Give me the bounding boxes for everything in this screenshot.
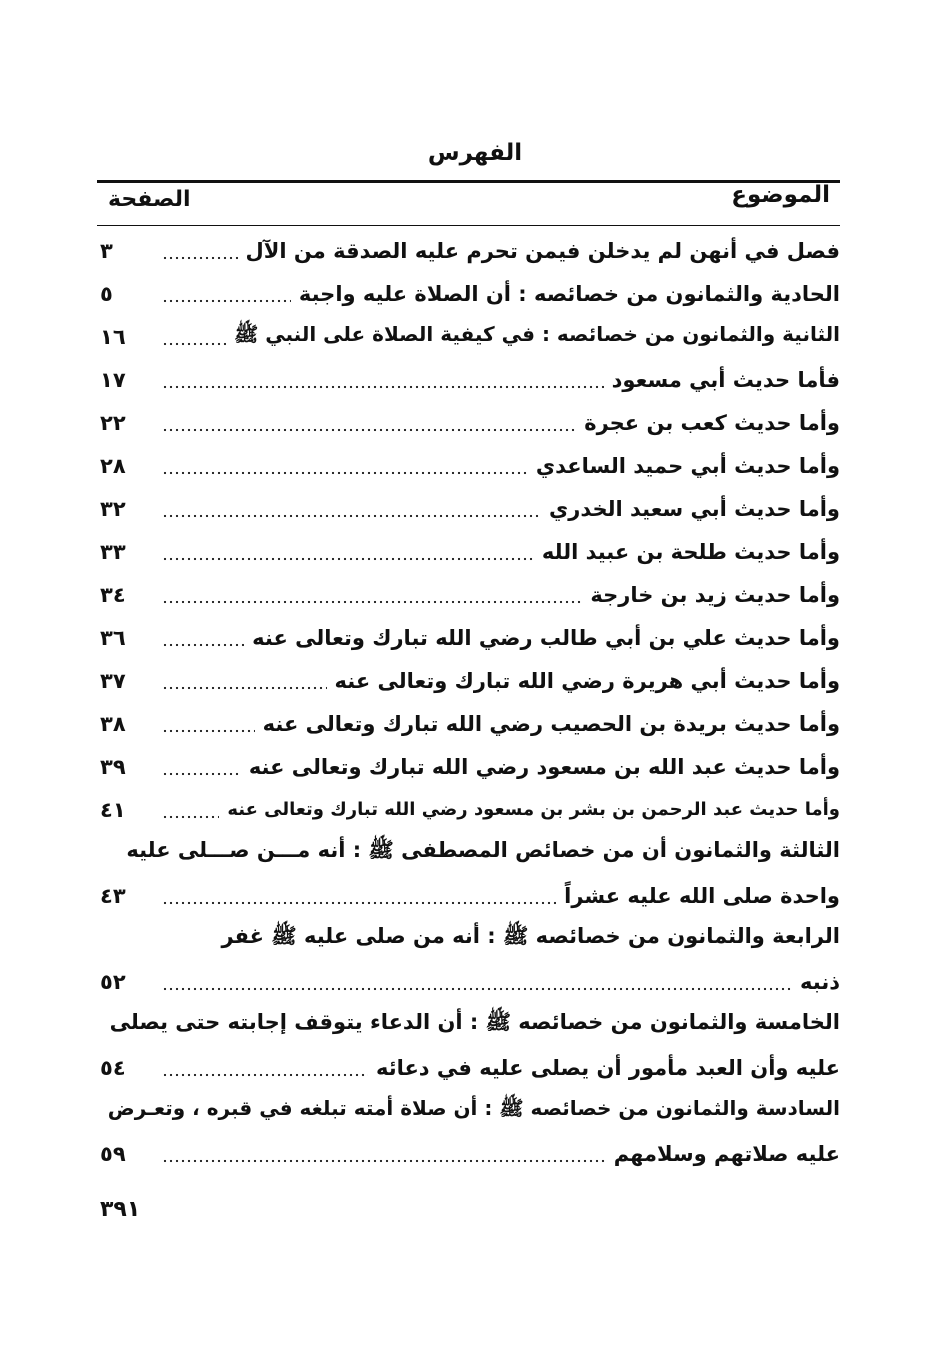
entry-title: الثانية والثمانون من خصائصه : في كيفية الصلاة على النبي ﷺ <box>234 322 840 346</box>
index-entry-last-line[interactable] <box>100 1132 840 1175</box>
index-entry[interactable] <box>100 659 840 702</box>
dot-leader <box>162 987 792 991</box>
index-entry[interactable] <box>100 358 840 401</box>
entry-title: وأما حديث كعب بن عجرة <box>584 410 840 435</box>
dot-leader <box>162 1073 368 1077</box>
entry-title-first: السادسة والثمانون من خصائصه ﷺ : أن صلاة أمته تبلغه في قبره ، وتعـرض <box>107 1096 840 1120</box>
dot-leader <box>162 686 327 690</box>
entry-page: ٤١ <box>100 797 126 822</box>
entry-title: فأما حديث أبي مسعود <box>611 367 840 392</box>
entry-title-first: الرابعة والثمانون من خصائصه ﷺ : أنه من صلى عليه ﷺ غفر <box>221 924 840 948</box>
dot-leader <box>162 729 255 733</box>
index-entry-first-line[interactable] <box>100 831 840 874</box>
index-entry[interactable] <box>100 315 840 358</box>
entry-page: ٣٧ <box>100 668 126 693</box>
index-entry-last-line[interactable] <box>100 960 840 1003</box>
entry-title: وأما حديث أبي هريرة رضي الله تبارك وتعالى عنه <box>334 668 840 693</box>
dot-leader <box>162 1159 606 1163</box>
index-entries <box>100 229 840 1175</box>
entry-title-last: واحدة صلى الله عليه عشراً <box>564 883 840 908</box>
index-entry[interactable] <box>100 616 840 659</box>
page-column-header: الصفحة <box>108 187 191 212</box>
index-entry-first-line[interactable] <box>100 1089 840 1132</box>
entry-page: ٥ <box>100 281 113 306</box>
entry-page: ٣٢ <box>100 496 126 521</box>
dot-leader <box>162 428 576 432</box>
entry-title: وأما حديث علي بن أبي طالب رضي الله تبارك وتعالى عنه <box>252 625 840 650</box>
dot-leader <box>162 342 226 346</box>
dot-leader <box>162 643 244 647</box>
index-entry-last-line[interactable] <box>100 874 840 917</box>
entry-page: ٥٩ <box>100 1141 126 1166</box>
dot-leader <box>162 901 556 905</box>
dot-leader <box>162 557 534 561</box>
index-entry[interactable] <box>100 745 840 788</box>
index-entry[interactable] <box>100 530 840 573</box>
index-entry[interactable] <box>100 487 840 530</box>
dot-leader <box>162 299 291 303</box>
entry-title-last: عليه وأن العبد مأمور أن يصلى عليه في دعائه <box>375 1055 840 1080</box>
index-entry-first-line[interactable] <box>100 917 840 960</box>
entry-page: ٥٢ <box>100 969 126 994</box>
index-entry[interactable] <box>100 401 840 444</box>
page-number: ٣٩١ <box>100 1197 141 1222</box>
dot-leader <box>162 514 541 518</box>
entry-page: ٣٣ <box>100 539 126 564</box>
entry-page: ٢٨ <box>100 453 126 478</box>
entry-page: ٢٢ <box>100 410 126 435</box>
dot-leader <box>162 385 604 389</box>
entry-page: ٣٤ <box>100 582 126 607</box>
entry-page: ٣٨ <box>100 711 126 736</box>
index-entry[interactable] <box>100 229 840 272</box>
entry-title: الحادية والثمانون من خصائصه : أن الصلاة عليه واجبة <box>298 281 840 306</box>
index-entry-first-line[interactable] <box>100 1003 840 1046</box>
header-bottom-rule <box>97 225 840 226</box>
entry-title-last: ذنبه <box>800 969 840 994</box>
index-entry-last-line[interactable] <box>100 1046 840 1089</box>
dot-leader <box>162 471 528 475</box>
entry-title: وأما حديث طلحة بن عبيد الله <box>541 539 840 564</box>
entry-page: ١٧ <box>100 367 126 392</box>
topic-column-header: الموضوع <box>731 182 830 208</box>
entry-title: وأما حديث عبد الله بن مسعود رضي الله تبارك وتعالى عنه <box>248 754 840 779</box>
entry-page: ٣٩ <box>100 754 126 779</box>
entry-page: ٣ <box>100 238 113 263</box>
dot-leader <box>162 772 241 776</box>
entry-title: وأما حديث زيد بن خارجة <box>590 582 840 607</box>
index-entry[interactable] <box>100 788 840 831</box>
index-entry[interactable] <box>100 702 840 745</box>
index-entry[interactable] <box>100 272 840 315</box>
entry-page: ٣٦ <box>100 625 126 650</box>
entry-title: وأما حديث أبي حميد الساعدي <box>535 453 840 478</box>
entry-page: ١٦ <box>100 324 126 349</box>
entry-page: ٤٣ <box>100 883 126 908</box>
entry-title: فصل في أنهن لم يدخلن فيمن تحرم عليه الصدقة من الآل <box>245 238 840 263</box>
entry-title: وأما حديث أبي سعيد الخدري <box>549 496 840 521</box>
entry-title-first: الثالثة والثمانون أن من خصائص المصطفى ﷺ : أنه مـــن صـــلى عليه <box>126 838 840 862</box>
entry-page: ٥٤ <box>100 1055 126 1080</box>
entry-title-last: عليه صلاتهم وسلامهم <box>613 1141 840 1166</box>
entry-title: وأما حديث عبد الرحمن بن بشر بن مسعود رضي الله تبارك وتعالى عنه <box>227 799 840 820</box>
page-title: الفهرس <box>427 140 523 166</box>
entry-title-first: الخامسة والثمانون من خصائصه ﷺ : أن الدعاء يتوقف إجابته حتى يصلى <box>109 1010 840 1034</box>
index-entry[interactable] <box>100 573 840 616</box>
index-entry[interactable] <box>100 444 840 487</box>
dot-leader <box>162 256 238 260</box>
dot-leader <box>162 600 582 604</box>
header-top-rule <box>97 180 840 183</box>
dot-leader <box>162 815 219 819</box>
entry-title: وأما حديث بريدة بن الحصيب رضي الله تبارك وتعالى عنه <box>262 711 840 736</box>
